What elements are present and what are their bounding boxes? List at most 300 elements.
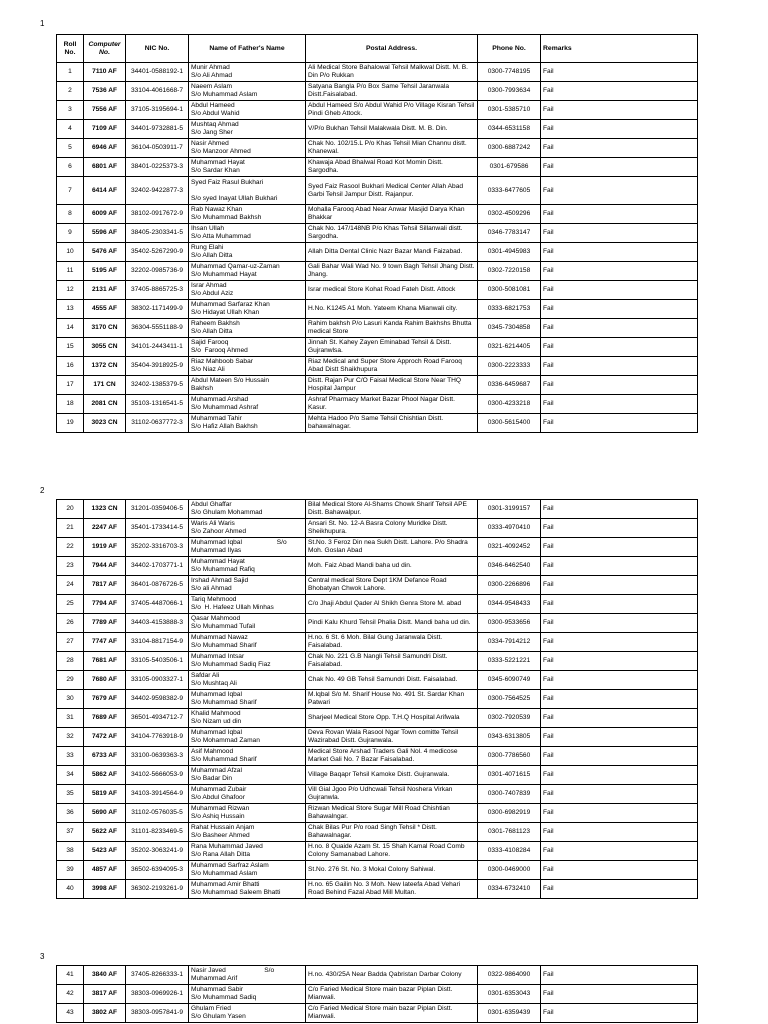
roll-no-cell: 18 — [57, 395, 84, 414]
name-line: Muhammad Afzal — [191, 767, 242, 774]
remarks-cell: Fail — [541, 224, 698, 243]
name-line: S/o Muhammad Bakhsh — [191, 214, 262, 221]
table-row — [57, 785, 698, 804]
name-line: S/o Ali Ahmad — [191, 72, 233, 79]
nic-cell: 37405-8865725-3 — [126, 281, 189, 300]
name-line: S/o Jang Sher — [191, 129, 233, 136]
remarks-cell: Fail — [541, 519, 698, 538]
name-line: Muhammad Tahir — [191, 415, 242, 422]
name-line: Muhammad Rizwan — [191, 805, 250, 812]
roll-no-cell: 1 — [57, 63, 84, 82]
nic-cell: 33104-8817154-9 — [126, 633, 189, 652]
remarks-cell: Fail — [541, 243, 698, 262]
father-name-cell — [189, 576, 306, 595]
table-row — [57, 500, 698, 519]
name-line — [191, 187, 303, 195]
father-name-cell — [189, 120, 306, 139]
name-line: Ghulam Fried — [191, 1005, 231, 1012]
name-line: S/o Badar Din — [191, 775, 233, 782]
remarks-cell: Fail — [541, 614, 698, 633]
remarks-cell: Fail — [541, 823, 698, 842]
phone-cell: 0301-5385710 — [478, 101, 541, 120]
table-row — [57, 709, 698, 728]
phone-cell: 0336-6459687 — [478, 376, 541, 395]
father-name-cell — [189, 842, 306, 861]
remarks-cell: Fail — [541, 338, 698, 357]
table-row — [57, 224, 698, 243]
table-row — [57, 243, 698, 262]
remarks-cell: Fail — [541, 500, 698, 519]
table-row — [57, 557, 698, 576]
postal-address-cell: H.No. K1245 A1 Moh. Yateem Khana Mianwali city. — [306, 300, 478, 319]
header-phone: Phone No. — [478, 35, 541, 63]
phone-cell: 0301-4071615 — [478, 766, 541, 785]
name-line: S/o Abdul Wahid — [191, 110, 240, 117]
nic-cell: 31102-0637772-3 — [126, 414, 189, 433]
postal-address-cell: C/o Jhaji Abdul Qader Al Shikh Genra Store M. abad — [306, 595, 478, 614]
postal-address-cell: H.no. 8 Quaide Azam St. 15 Shah Kamal Road Comb Colony Samanabad Lahore. — [306, 842, 478, 861]
roll-no-cell: 27 — [57, 633, 84, 652]
name-line: S/o Muhammad Aslam — [191, 91, 258, 98]
phone-cell: 0334-6732410 — [478, 880, 541, 899]
postal-address-cell: St.No. 3 Feroz Din nea Sukh Distt. Lahore. P/o Shadra Moh. Goslan Abad — [306, 538, 478, 557]
postal-address-cell: Pindi Kalu Khurd Tehsil Phalia Distt. Mandi baha ud din. — [306, 614, 478, 633]
roll-no-cell: 16 — [57, 357, 84, 376]
postal-address-cell: Deva Rovan Wala Rasool Ngar Town comitte Tehsil Wazirabad Distt. Gujranwala. — [306, 728, 478, 747]
father-name-cell — [189, 966, 306, 985]
phone-cell: 0300-4233218 — [478, 395, 541, 414]
computer-no-cell: 5819 AF — [84, 785, 126, 804]
computer-no-cell: 5622 AF — [84, 823, 126, 842]
name-line: S/o Muhammad Rafiq — [191, 566, 255, 573]
phone-cell: 0345-6090749 — [478, 671, 541, 690]
table-row — [57, 414, 698, 433]
header-computer — [84, 35, 126, 63]
father-name-cell — [189, 205, 306, 224]
remarks-cell: Fail — [541, 595, 698, 614]
header-computer-line: No. — [99, 48, 110, 56]
name-line: S/o Muhammad Hayat — [191, 271, 257, 278]
name-line: S/o Ghulam Yasen — [191, 1013, 246, 1020]
roll-no-cell: 5 — [57, 139, 84, 158]
name-line: Sajid Farooq — [191, 339, 229, 346]
postal-address-cell: Riaz Medical and Super Store Approch Road Farooq Abad Distt Shaikhupura — [306, 357, 478, 376]
name-line: S/o Nizam ud din — [191, 718, 242, 725]
header-roll-line: Roll — [63, 40, 77, 48]
roll-no-cell: 14 — [57, 319, 84, 338]
nic-cell: 31201-0359406-5 — [126, 500, 189, 519]
roll-no-cell: 20 — [57, 500, 84, 519]
name-line: Muhammad Ilyas — [191, 547, 242, 554]
postal-address-cell: C/o Faried Medical Store main bazar Piplan Distt. Mianwali. — [306, 985, 478, 1004]
roll-no-cell: 7 — [57, 177, 84, 205]
name-line: Muhammad Nawaz — [191, 634, 248, 641]
father-name-cell — [189, 338, 306, 357]
table-row — [57, 262, 698, 281]
roll-no-cell: 2 — [57, 82, 84, 101]
phone-cell: 0300-7407839 — [478, 785, 541, 804]
results-table-3 — [56, 965, 698, 1023]
father-name-cell — [189, 101, 306, 120]
table-row — [57, 63, 698, 82]
table-row — [57, 319, 698, 338]
name-line: S/o Manzoor Ahmed — [191, 148, 251, 155]
roll-no-cell: 13 — [57, 300, 84, 319]
roll-no-cell: 26 — [57, 614, 84, 633]
remarks-cell: Fail — [541, 652, 698, 671]
father-name-cell — [189, 63, 306, 82]
name-line: S/o Muhammad Sharif — [191, 642, 257, 649]
postal-address-cell: M.Iqbal S/o M. Sharif House No. 491 St. Sardar Khan Patwari — [306, 690, 478, 709]
table-row — [57, 82, 698, 101]
computer-no-cell: 2247 AF — [84, 519, 126, 538]
computer-no-cell: 1323 CN — [84, 500, 126, 519]
remarks-cell: Fail — [541, 82, 698, 101]
computer-no-cell: 7817 AF — [84, 576, 126, 595]
name-line: Muhammad Arif — [191, 975, 238, 982]
remarks-cell: Fail — [541, 766, 698, 785]
table-row — [57, 576, 698, 595]
postal-address-cell: C/o Faried Medical Store main bazar Piplan Distt. Mianwali. — [306, 1004, 478, 1023]
computer-no-cell: 3023 CN — [84, 414, 126, 433]
roll-no-cell: 19 — [57, 414, 84, 433]
name-line: S/o Hafiz Allah Bakhsh — [191, 423, 258, 430]
table-row — [57, 966, 698, 985]
father-name-cell — [189, 804, 306, 823]
remarks-cell: Fail — [541, 319, 698, 338]
postal-address-cell: H.no. 6 St. 6 Moh. Bilal Gung Jaranwala Distt. Faisalabad. — [306, 633, 478, 652]
postal-address-cell: Distt. Rajan Pur C/O Faisal Medical Store Near THQ Hospital Jampur — [306, 376, 478, 395]
postal-address-cell: Ali Medical Store Bahalowal Tehsil Malkwal Distt. M. B. Din P/o Rukkan — [306, 63, 478, 82]
computer-no-cell: 6946 AF — [84, 139, 126, 158]
remarks-cell: Fail — [541, 785, 698, 804]
nic-cell: 35202-3316703-3 — [126, 538, 189, 557]
phone-cell: 0300-7786560 — [478, 747, 541, 766]
computer-no-cell: 7747 AF — [84, 633, 126, 652]
computer-no-cell: 4857 AF — [84, 861, 126, 880]
roll-no-cell: 10 — [57, 243, 84, 262]
computer-no-cell: 7556 AF — [84, 101, 126, 120]
remarks-cell: Fail — [541, 880, 698, 899]
phone-cell: 0346-7783147 — [478, 224, 541, 243]
father-name-cell — [189, 861, 306, 880]
phone-cell: 0300-2223333 — [478, 357, 541, 376]
name-line: Rab Nawaz Khan — [191, 206, 243, 213]
name-line: Muhammad Hayat — [191, 558, 245, 565]
nic-cell: 35404-3918925-9 — [126, 357, 189, 376]
computer-no-cell: 7944 AF — [84, 557, 126, 576]
table-row — [57, 1004, 698, 1023]
postal-address-cell: Rizwan Medical Store Sugar Mill Road Chishtian Bahawalngar. — [306, 804, 478, 823]
table-row — [57, 633, 698, 652]
postal-address-cell: Bilal Medical Store Al-Shams Chowk Sharif Tehsil APE Distt. Bahawalpur. — [306, 500, 478, 519]
nic-cell: 33104-4061668-7 — [126, 82, 189, 101]
name-line: Rahat Hussain Anjam — [191, 824, 255, 831]
postal-address-cell: Syed Faiz Rasool Bukhari Medical Center Allah Abad Garbi Tehsil Jampur Distt. Rajanpur. — [306, 177, 478, 205]
table-row — [57, 823, 698, 842]
remarks-cell: Fail — [541, 139, 698, 158]
remarks-cell: Fail — [541, 633, 698, 652]
name-line: S/o ali Ahmad — [191, 585, 232, 592]
postal-address-cell: V/P/o Bukhan Tehsil Malakwala Distt. M. B. Din. — [306, 120, 478, 139]
name-line: S/o Muhammad Sadiq Fiaz — [191, 661, 271, 668]
phone-cell: 0301-679586 — [478, 158, 541, 177]
nic-cell: 36501-4934712-7 — [126, 709, 189, 728]
postal-address-cell: Allah Ditta Dental Clinic Nazr Bazar Mandi Faizabad. — [306, 243, 478, 262]
postal-address-cell: Sharjeel Medical Store Opp. T.H.Q Hospital Arifwala — [306, 709, 478, 728]
table-row — [57, 281, 698, 300]
table-row — [57, 205, 698, 224]
father-name-cell — [189, 766, 306, 785]
nic-cell: 34403-4153888-3 — [126, 614, 189, 633]
phone-cell: 0343-6313805 — [478, 728, 541, 747]
postal-address-cell: Khawaja Abad Bhalwal Road Kot Momin Distt. Sargodha. — [306, 158, 478, 177]
table-row — [57, 357, 698, 376]
name-line: S/o Allah Ditta — [191, 252, 233, 259]
roll-no-cell: 39 — [57, 861, 84, 880]
name-line: S/o Rana Allah Ditta — [191, 851, 251, 858]
phone-cell: 0300-7564525 — [478, 690, 541, 709]
results-table-1 — [56, 34, 698, 433]
father-name-cell — [189, 595, 306, 614]
table-row — [57, 728, 698, 747]
page-number: 3 — [40, 952, 45, 961]
name-line: Israr Ahmad — [191, 282, 227, 289]
roll-no-cell: 3 — [57, 101, 84, 120]
roll-no-cell: 23 — [57, 557, 84, 576]
remarks-cell: Fail — [541, 985, 698, 1004]
header-postal-address: Postal Address. — [306, 35, 478, 63]
father-name-cell — [189, 823, 306, 842]
name-line: Rana Muhammad Javed — [191, 843, 263, 850]
name-line: Muhammad Hayat — [191, 159, 245, 166]
phone-cell: 0302-4509296 — [478, 205, 541, 224]
name-line: S/o Muhammad Sharif — [191, 699, 257, 706]
roll-no-cell: 34 — [57, 766, 84, 785]
name-line: Muhammad Amir Bhatti — [191, 881, 260, 888]
postal-address-cell: Jinnah St. Kahey Zayen Eminabad Tehsil & Distt. Gujranwlsa. — [306, 338, 478, 357]
computer-no-cell: 7536 AF — [84, 82, 126, 101]
remarks-cell: Fail — [541, 804, 698, 823]
roll-no-cell: 37 — [57, 823, 84, 842]
computer-no-cell: 5862 AF — [84, 766, 126, 785]
father-name-cell — [189, 139, 306, 158]
remarks-cell: Fail — [541, 728, 698, 747]
nic-cell: 38302-1171499-9 — [126, 300, 189, 319]
postal-address-cell: Satyana Bangla P/o Box Same Tehsil Jaranwala Distt.Faisalabad. — [306, 82, 478, 101]
table-row — [57, 139, 698, 158]
name-line: Bakhsh — [191, 385, 213, 392]
remarks-cell: Fail — [541, 177, 698, 205]
name-line: Muhammad Sarfraz Aslam — [191, 862, 269, 869]
phone-cell: 0301-7681123 — [478, 823, 541, 842]
name-line: S/o Ashiq Hussain — [191, 813, 245, 820]
table-row — [57, 880, 698, 899]
table-row — [57, 804, 698, 823]
phone-cell: 0301-4945983 — [478, 243, 541, 262]
name-line: S/o Muhammad Sharif — [191, 756, 257, 763]
name-line: Naeem Aslam — [191, 83, 233, 90]
computer-no-cell: 171 CN — [84, 376, 126, 395]
postal-address-cell: Mohalla Farooq Abad Near Anwar Masjid Darya Khan Bhakkar — [306, 205, 478, 224]
remarks-cell: Fail — [541, 376, 698, 395]
nic-cell: 34101-2443411-1 — [126, 338, 189, 357]
father-name-cell — [189, 985, 306, 1004]
father-name-cell — [189, 262, 306, 281]
postal-address-cell: Village Baqapr Tehsil Kamoke Distt. Gujranwala. — [306, 766, 478, 785]
computer-no-cell: 3840 AF — [84, 966, 126, 985]
computer-no-cell: 3170 CN — [84, 319, 126, 338]
nic-cell: 36104-0503911-7 — [126, 139, 189, 158]
nic-cell: 34104-7763918-9 — [126, 728, 189, 747]
name-line: Abdul Hameed — [191, 102, 235, 109]
nic-cell: 36302-2193261-9 — [126, 880, 189, 899]
roll-no-cell: 31 — [57, 709, 84, 728]
computer-no-cell: 5476 AF — [84, 243, 126, 262]
table-row — [57, 614, 698, 633]
table-row — [57, 747, 698, 766]
table-row — [57, 671, 698, 690]
phone-cell: 0302-7920539 — [478, 709, 541, 728]
name-line: Muhammad Intsar — [191, 653, 245, 660]
father-name-cell — [189, 500, 306, 519]
computer-no-cell: 7689 AF — [84, 709, 126, 728]
nic-cell: 38303-0969926-1 — [126, 985, 189, 1004]
computer-no-cell: 7679 AF — [84, 690, 126, 709]
table-row — [57, 595, 698, 614]
roll-no-cell: 25 — [57, 595, 84, 614]
father-name-cell — [189, 243, 306, 262]
postal-address-cell: Ansari St. No. 12-A Basra Colony Muridke Distt. Sheikhupura. — [306, 519, 478, 538]
roll-no-cell: 33 — [57, 747, 84, 766]
roll-no-cell: 21 — [57, 519, 84, 538]
table-row — [57, 101, 698, 120]
phone-cell: 0301-6359439 — [478, 1004, 541, 1023]
nic-cell: 36502-6394095-3 — [126, 861, 189, 880]
name-line: S/o Muhammad Saleem Bhatti — [191, 889, 281, 896]
nic-cell: 33100-0639363-3 — [126, 747, 189, 766]
postal-address-cell: Gali Bahar Wali Wad No. 9 town Bagh Tehsil Jhang Distt. Jhang. — [306, 262, 478, 281]
phone-cell: 0333-4108284 — [478, 842, 541, 861]
name-line: Riaz Mahboob Sabar — [191, 358, 253, 365]
roll-no-cell: 8 — [57, 205, 84, 224]
roll-no-cell: 40 — [57, 880, 84, 899]
father-name-cell — [189, 319, 306, 338]
nic-cell: 35401-1733414-5 — [126, 519, 189, 538]
computer-no-cell: 7681 AF — [84, 652, 126, 671]
roll-no-cell: 35 — [57, 785, 84, 804]
roll-no-cell: 28 — [57, 652, 84, 671]
header-remarks: Remarks — [541, 35, 698, 63]
postal-address-cell: Abdul Hameed S/o Abdul Wahid P/o Village Kisran Tehsil Pindi Gheb Attock. — [306, 101, 478, 120]
name-line: Mushtaq Ahmad — [191, 121, 239, 128]
table-row — [57, 519, 698, 538]
remarks-cell: Fail — [541, 557, 698, 576]
roll-no-cell: 12 — [57, 281, 84, 300]
name-line: S/o Hidayat Ullah Khan — [191, 309, 260, 316]
computer-no-cell: 4555 AF — [84, 300, 126, 319]
postal-address-cell: Mehta Hadoo P/o Same Tehsil Chishtian Distt. bahawalnagar. — [306, 414, 478, 433]
postal-address-cell: Central medical Store Dept 1KM Defance Road Bhobatyan Chwok Lahore. — [306, 576, 478, 595]
nic-cell: 32202-0985736-9 — [126, 262, 189, 281]
postal-address-cell: Ashraf Pharmacy Market Bazar Phool Nagar Distt. Kasur. — [306, 395, 478, 414]
nic-cell: 34102-5666053-9 — [126, 766, 189, 785]
name-line: S/o Zahoor Ahmed — [191, 528, 246, 535]
father-name-cell — [189, 614, 306, 633]
remarks-cell: Fail — [541, 414, 698, 433]
name-line: Irshad Ahmad Sajid — [191, 577, 249, 584]
postal-address-cell: Chak No. 221 G.B Nangli Tehsil Samundri Distt. Faisalabad. — [306, 652, 478, 671]
page-number: 1 — [40, 19, 45, 28]
roll-no-cell: 15 — [57, 338, 84, 357]
roll-no-cell: 41 — [57, 966, 84, 985]
postal-address-cell: Medical Store Arshad Traders Gali Nol. 4 medicose Market Gali No. 7 Bazar Faisalabad. — [306, 747, 478, 766]
nic-cell: 36401-0876726-5 — [126, 576, 189, 595]
name-line: Muhammad Iqbal — [191, 729, 242, 736]
postal-address-cell: Rahim bakhsh P/o Lasuri Kanda Rahim Bakhshs Bhutta medical Store — [306, 319, 478, 338]
phone-cell: 0333-5221221 — [478, 652, 541, 671]
father-name-cell — [189, 1004, 306, 1023]
remarks-cell: Fail — [541, 671, 698, 690]
phone-cell: 0302-7220158 — [478, 262, 541, 281]
remarks-cell: Fail — [541, 262, 698, 281]
name-line: S/o Farooq Ahmed — [191, 347, 248, 354]
name-line: Muhammad Zubair — [191, 786, 247, 793]
table-row — [57, 766, 698, 785]
father-name-cell — [189, 300, 306, 319]
name-line: S/o Muhammad Ashraf — [191, 404, 259, 411]
phone-cell: 0333-6477605 — [478, 177, 541, 205]
computer-no-cell: 5596 AF — [84, 224, 126, 243]
table-row — [57, 300, 698, 319]
nic-cell: 34103-3914564-9 — [126, 785, 189, 804]
phone-cell: 0334-7914212 — [478, 633, 541, 652]
postal-address-cell: Chak Bilas Pur P/o road Singh Tehsil * Distt. Bahawalnagar. — [306, 823, 478, 842]
computer-no-cell: 3817 AF — [84, 985, 126, 1004]
computer-no-cell: 7680 AF — [84, 671, 126, 690]
page-number: 2 — [40, 486, 45, 495]
phone-cell: 0345-7304858 — [478, 319, 541, 338]
phone-cell: 0300-6887242 — [478, 139, 541, 158]
father-name-cell — [189, 728, 306, 747]
roll-no-cell: 32 — [57, 728, 84, 747]
table-row — [57, 395, 698, 414]
phone-cell: 0300-6982919 — [478, 804, 541, 823]
header-roll-line: No. — [64, 48, 76, 56]
name-line: Nasir Ahmed — [191, 140, 229, 147]
father-name-cell — [189, 281, 306, 300]
nic-cell: 32402-9422877-3 — [126, 177, 189, 205]
name-line: Muhammad Iqbal — [191, 691, 242, 698]
phone-cell: 0300-7748195 — [478, 63, 541, 82]
name-line: Muhammad Iqbal S/o — [191, 539, 287, 546]
phone-cell: 0346-6462540 — [478, 557, 541, 576]
name-line: S/o H. Hafeez Ullah Minhas — [191, 604, 274, 611]
roll-no-cell: 30 — [57, 690, 84, 709]
nic-cell: 34402-1703771-1 — [126, 557, 189, 576]
father-name-cell — [189, 747, 306, 766]
roll-no-cell: 4 — [57, 120, 84, 139]
father-name-cell — [189, 557, 306, 576]
father-name-cell — [189, 158, 306, 177]
father-name-cell — [189, 671, 306, 690]
father-name-cell — [189, 414, 306, 433]
phone-cell: 0300-5615400 — [478, 414, 541, 433]
phone-cell: 0300-9533656 — [478, 614, 541, 633]
computer-no-cell: 5690 AF — [84, 804, 126, 823]
computer-no-cell: 5195 AF — [84, 262, 126, 281]
computer-no-cell: 2081 CN — [84, 395, 126, 414]
